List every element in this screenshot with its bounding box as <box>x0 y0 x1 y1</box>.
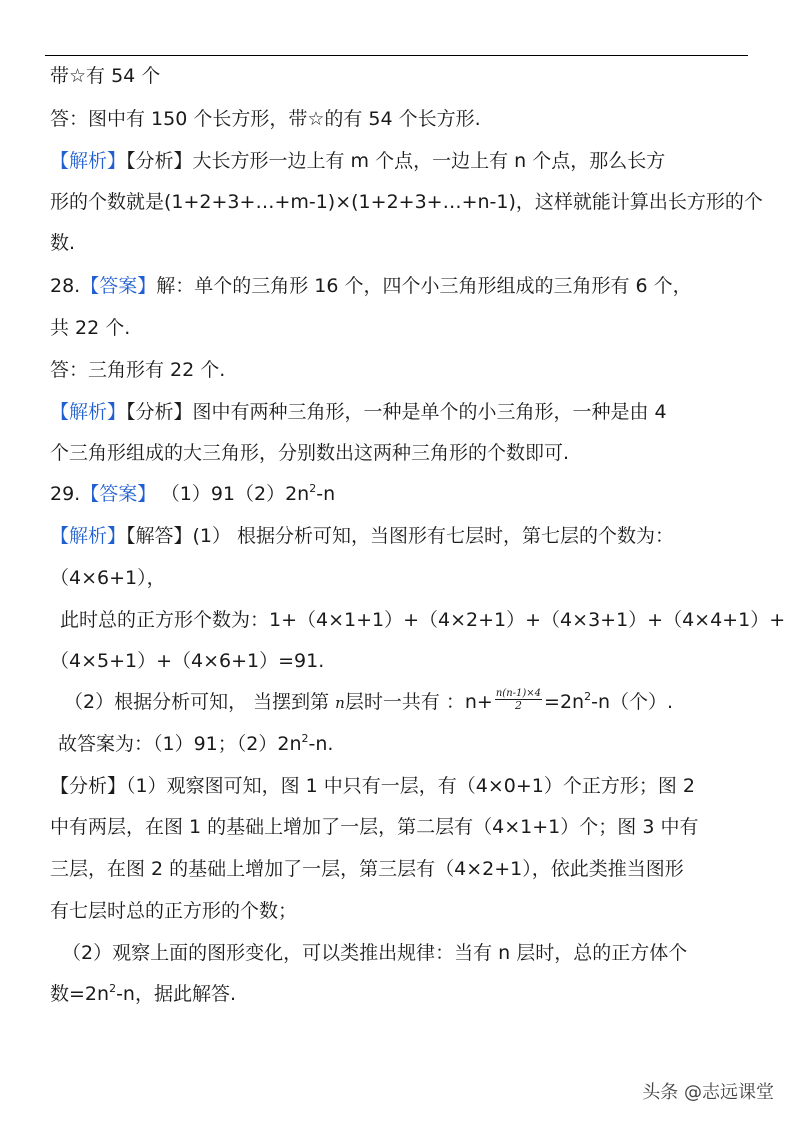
answer-tag: 【答案】 <box>80 483 157 505</box>
watermark <box>642 1081 774 1105</box>
fraction-numerator: n(n-1)×4 <box>495 687 542 699</box>
line-text: （4×5+1）+（4×6+1）=91. <box>50 650 325 672</box>
superscript: 2 <box>309 482 317 495</box>
line-text: 答：图中有 150 个长方形，带☆的有 54 个长方形. <box>50 108 481 130</box>
line-text: 答：三角形有 22 个. <box>50 359 226 381</box>
line-text: （2）观察上面的图形变化，可以类推出规律：当有 n 层时，总的正方体个 <box>62 942 688 964</box>
text-line <box>62 940 687 966</box>
line-text: 【分析】大长方形一边上有 m 个点，一边上有 n 个点，那么长方 <box>126 150 666 172</box>
text-line <box>50 814 698 840</box>
analysis-tag: 【解析】 <box>50 401 127 423</box>
text-line <box>50 230 75 256</box>
analysis-tag: 【解析】 <box>50 150 127 172</box>
top-rule <box>45 55 748 56</box>
line-text: 【分析】（1）观察图可知，图 1 中只有一层，有（4×0+1）个正方形；图 2 <box>50 775 695 797</box>
line-text: -n. <box>308 733 334 755</box>
question-number: 28. <box>50 275 81 297</box>
analysis-line <box>50 148 665 174</box>
text-line <box>50 856 684 882</box>
text-line <box>50 648 324 674</box>
line-text: -n（个）. <box>591 691 674 713</box>
line-text: =2n <box>544 691 585 713</box>
text-line <box>50 773 695 799</box>
variable-n: n <box>335 694 345 712</box>
fraction-denominator: 2 <box>514 698 522 712</box>
line-text: 数. <box>50 232 76 254</box>
line-text: 此时总的正方形个数为：1+（4×1+1）+（4×2+1）+（4×3+1）+（4×4+1）+ <box>60 609 786 631</box>
line-text: 层时一共有 ：n+ <box>344 691 493 713</box>
analysis-tag: 【解析】 <box>50 525 127 547</box>
text-line <box>50 898 297 924</box>
question-number: 29. <box>50 483 81 505</box>
text-line <box>50 63 160 89</box>
line-text: 形的个数就是(1+2+3+…+m-1)×(1+2+3+…+n-1)，这样就能计算出长方形的个 <box>50 191 763 213</box>
line-text: 有七层时总的正方形的个数； <box>50 900 298 922</box>
text-line <box>50 106 481 132</box>
line-text: 【解答】(1） 根据分析可知，当图形有七层时，第七层的个数为： <box>126 525 675 547</box>
line-text: 故答案为：（1）91；（2）2n <box>58 733 302 755</box>
text-line <box>50 440 569 466</box>
line-text: -n，据此解答. <box>116 983 237 1005</box>
text-line <box>50 565 166 591</box>
analysis-line <box>50 399 667 425</box>
line-text: 数=2n <box>50 983 110 1005</box>
line-text: 个三角形组成的大三角形，分别数出这两种三角形的个数即可. <box>50 442 570 464</box>
formula-line <box>64 689 673 716</box>
line-text: 共 22 个. <box>50 317 131 339</box>
line-text: （1）91（2）2n <box>170 483 310 505</box>
superscript: 2 <box>301 732 309 745</box>
text-line <box>58 731 333 757</box>
text-line <box>50 189 763 215</box>
text-line <box>50 981 236 1007</box>
answer-line <box>50 273 692 299</box>
answer-line <box>50 481 335 507</box>
line-text: -n <box>316 483 336 505</box>
superscript: 2 <box>584 690 592 703</box>
fraction <box>495 688 542 712</box>
line-text: 中有两层，在图 1 的基础上增加了一层，第二层有（4×1+1）个；图 3 中有 <box>50 816 699 838</box>
line-text: 带☆有 54 个 <box>50 65 161 87</box>
line-text: （2）根据分析可知， 当摆到第 <box>64 691 336 713</box>
text-line <box>60 607 785 633</box>
line-text: 【分析】图中有两种三角形，一种是单个的小三角形，一种是由 4 <box>126 401 667 423</box>
text-line <box>50 357 225 383</box>
line-text: （4×6+1）， <box>50 567 166 589</box>
watermark-text: 头条 @志远课堂 <box>642 1082 774 1103</box>
line-text: 三层，在图 2 的基础上增加了一层，第三层有（4×2+1），依此类推当图形 <box>50 858 684 880</box>
line-text: 解：单个的三角形 16 个，四个小三角形组成的三角形有 6 个， <box>156 275 692 297</box>
analysis-line <box>50 523 674 549</box>
superscript: 2 <box>109 982 117 995</box>
answer-tag: 【答案】 <box>80 275 157 297</box>
text-line <box>50 315 130 341</box>
